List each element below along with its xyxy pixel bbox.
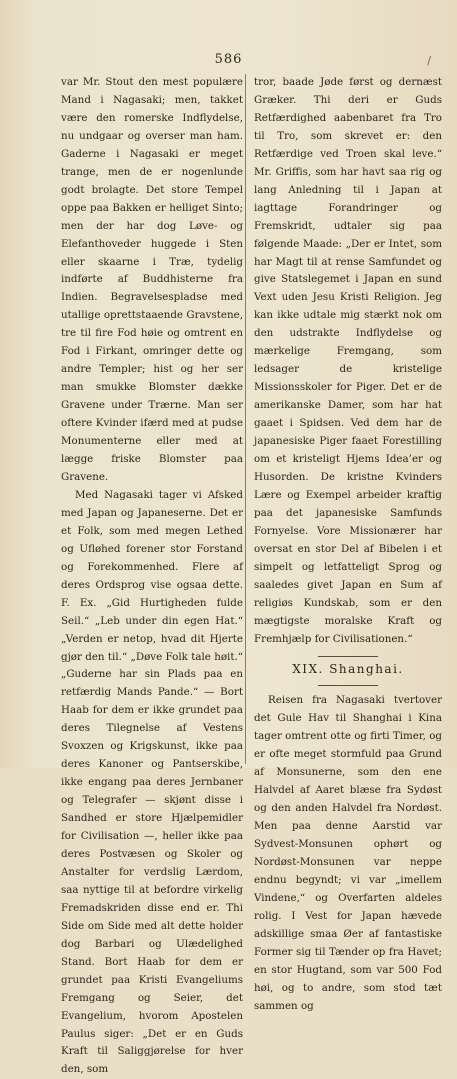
- left-column: [61, 74, 243, 1079]
- page-number: 586: [214, 52, 243, 67]
- paragraph: Reisen fra Nagasaki tvertover det Gule Hav til Shanghai i Kina tager omtrent otte og firti Timer, og er ofte meget stormfuld paa Grund af Monsunerne, som den ene Halvdel af Aaret blæse fra Sydøst og den anden Halvdel fra Nordøst. Men paa denne Aarstid var Sydvest-Monsunen ophørt og Nordøst-Monsunen var neppe endnu begyndt; vi var „imellem Vindene,“ og Overfarten aldeles rolig. I Vest for Japan hævede adskillige smaa Øer af fantastiske Former sig til Tænder op fra Havet; en stor Hugtand, som var 500 Fod høi, og to andre, som stod tæt sammen og: [254, 694, 442, 1012]
- pencil-mark: /: [427, 54, 431, 67]
- paragraph: var Mr. Stout den mest populære Mand i Nagasaki; men, takket være den romerske Indflydelse, nu undgaar og overser man ham. Gaderne i Nagasaki er meget trange, men de er nogenlunde godt brolagte. Det store Tempel oppe paa Bakken er helliget Sinto; men der har dog Løve- og Elefanthoveder huggede i Sten eller skaarne i Træ, tydelig indførte af Buddhisterne fra Indien. Begravelsespladse med utallige oprettstaaende Gravstene, tre til fire Fod høie og omtrent en Fod i Firkant, omringer dette og andre Templer; hist og her ser man smukke Blomster dække Gravene under Trærne. Man ser oftere Kvinder ifærd med at pudse Monumenterne eller med at lægge friske Blomster paa Gravene.: [61, 76, 243, 483]
- right-column: [254, 74, 442, 1016]
- section-heading: XIX. Shanghai.: [292, 661, 404, 676]
- column-divider: [245, 74, 246, 764]
- section-rule: [318, 685, 378, 686]
- section-rule: [318, 656, 378, 657]
- paragraph: tror, baade Jøde først og dernæst Græker. Thi deri er Guds Retfærdighed aabenbaret fra Tro til Tro, som skrevet er: den Retfærdige ved Troen skal leve.“ Mr. Griffis, som har havt saa rig og lang Anledning til i Japan at iagttage Forandringer og Fremskridt, udtaler sig paa følgende Maade: „Der er Intet, som har Magt til at rense Samfundet og give Statslegemet i Japan en sund Vext uden Jesu Kristi Religion. Jeg kan ikke udtale mig stærkt nok om den udstrakte Indflydelse og mærkelige Fremgang, som ledsager de kristelige Missionsskoler for Piger. Det er de amerikanske Damer, som har hat gaaet i Spidsen. Ved dem har de japanesiske Piger faaet Forestilling om et kristeligt Hjems Idea’er og Husorden. De kristne Kvinders Lære og Exempel arbeider kraftig paa det japanesiske Samfunds Fornyelse. Vore Missionærer har oversat en stor Del af Bibelen i et simpelt og letfatteligt Sprog og saaledes givet Japan en Sum af religiøs Kundskab, som er den mægtigste moralske Kraft og Fremhjælp for Civilisationen.“: [254, 76, 442, 645]
- paragraph: Med Nagasaki tager vi Afsked med Japan og Japaneserne. Det er et Folk, som med megen Lethed og Ufløhed forener stor Forstand og Forekommenhed. Flere af deres Ordsprog vise ogsaa dette. F. Ex. „Gid Hurtigheden fulde Seil.“ „Leb under din egen Hat.“ „Verden er netop, hvad dit Hjerte gjør den til.“ „Døve Folk tale høit.“ „Guderne har sin Plads paa en retfærdig Mands Pande.“ — Bort Haab for dem er ikke grundet paa deres Tilegnelse af Vestens Svoxzen og Krigskunst, ikke paa deres Kanoner og Pantserskibe, ikke engang paa deres Jernbaner og Telegrafer — skjønt disse i Sandhed er store Hjælpemidler for Civilisation —, heller ikke paa deres Postvæsen og Skoler og Anstalter for verdslig Lærdom, saa nyttige til at befordre virkelig Fremadskriden disse end er. Thi Side om Side med alt dette holder dog Barbari og Ulædelighed Stand. Bort Haab for dem er grundet paa Kristi Evangeliums Fremgang og Seier, det Evangelium, hvorom Apostelen Paulus siger: „Det er en Guds Kraft til Saliggjørelse for hver den, som: [61, 488, 243, 1076]
